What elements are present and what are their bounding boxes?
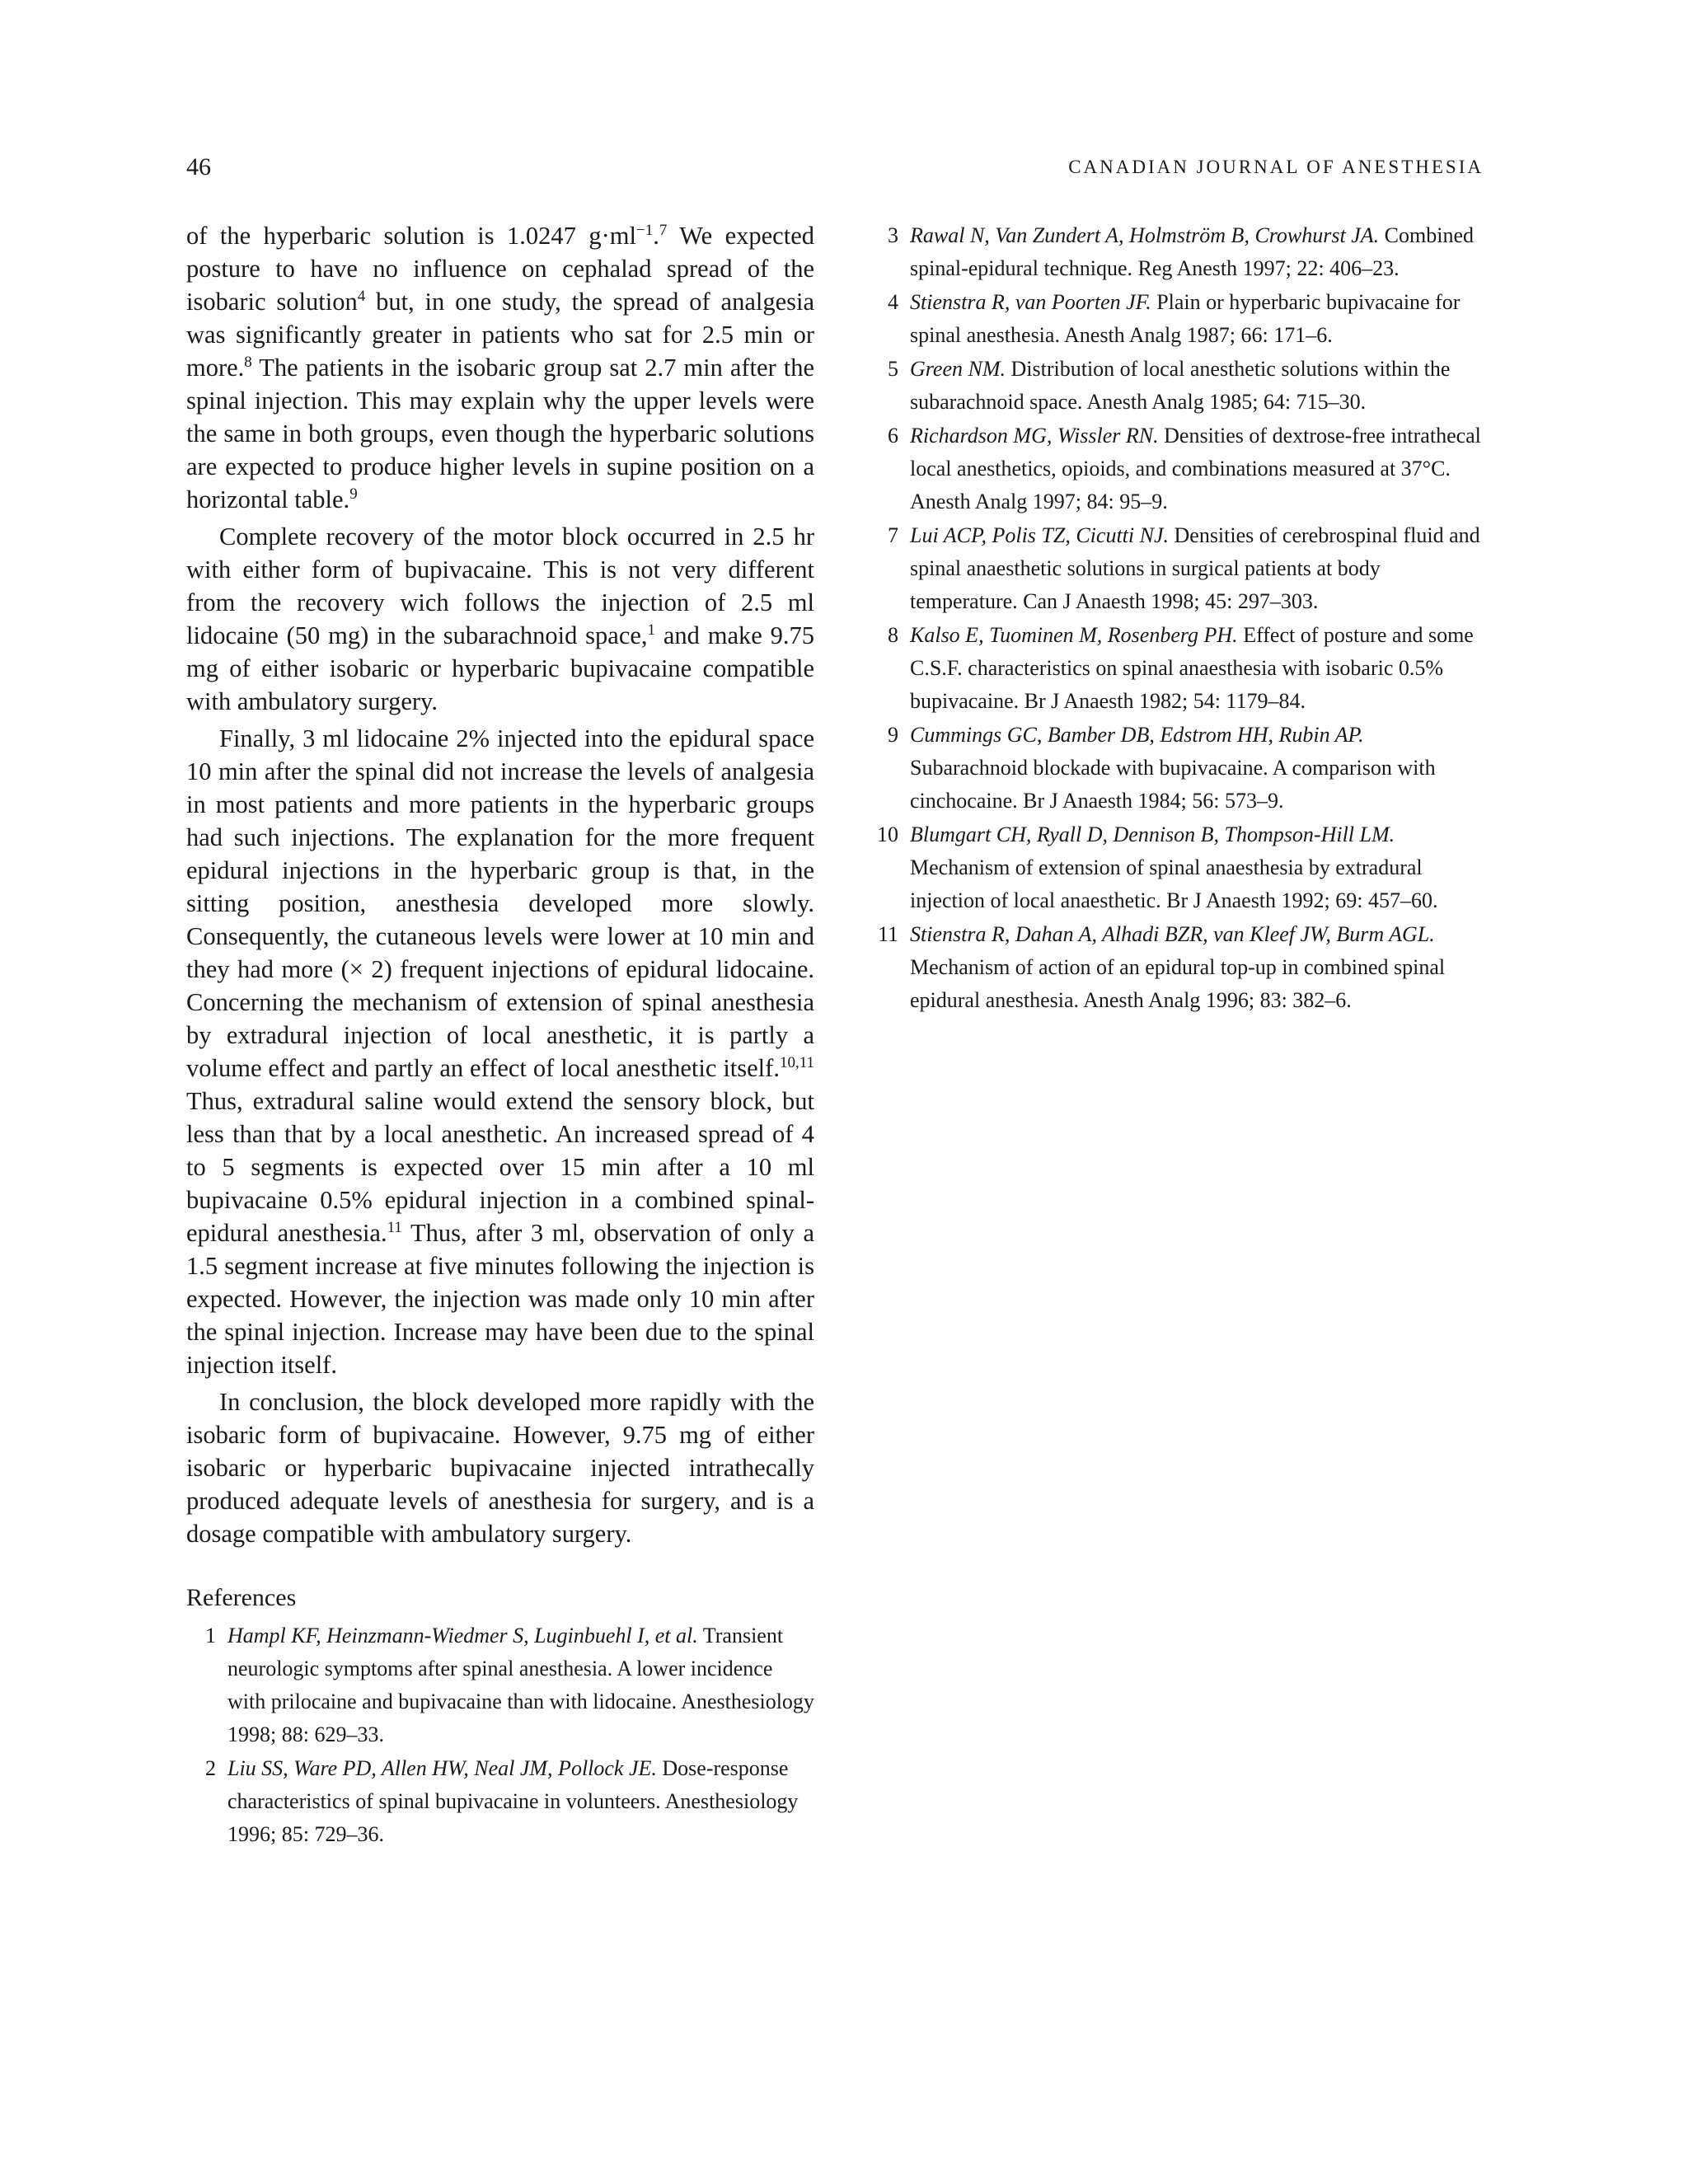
reference-number: 7	[888, 523, 898, 547]
citation-superscript: 10,11	[779, 1053, 814, 1071]
reference-number: 4	[888, 290, 898, 314]
body-paragraph-3	[186, 722, 814, 1381]
reference-item	[186, 1619, 814, 1751]
superscript: −1	[636, 221, 654, 239]
reference-list-right	[869, 219, 1485, 1017]
reference-body	[227, 1619, 814, 1751]
reference-number: 2	[205, 1756, 216, 1780]
reference-text: Mechanism of extension of spinal anaesthesia by extradural injection of local anaesthetic. Br J Anaesth 1992; 69: 457–60.	[910, 855, 1438, 912]
reference-item	[186, 1752, 814, 1851]
reference-item	[869, 818, 1485, 917]
reference-number: 1	[205, 1624, 216, 1647]
reference-body	[910, 918, 1485, 1017]
reference-authors: Cummings GC, Bamber DB, Edstrom HH, Rubin AP.	[910, 723, 1364, 747]
reference-body	[910, 286, 1485, 352]
reference-body	[910, 419, 1485, 518]
reference-text: Transient neurologic symptoms after spinal anesthesia. A lower incidence with prilocaine and bupivacaine than with lidocaine. Anesthesiology 1998; 88: 629–33.	[227, 1624, 814, 1746]
reference-number: 9	[888, 723, 898, 747]
reference-authors: Lui ACP, Polis TZ, Cicutti NJ.	[910, 523, 1169, 547]
citation-superscript: 8	[244, 353, 252, 371]
reference-body	[910, 719, 1485, 818]
reference-authors: Kalso E, Tuominen M, Rosenberg PH.	[910, 623, 1238, 647]
reference-authors: Stienstra R, van Poorten JF.	[910, 290, 1151, 314]
reference-text: Dose-response characteristics of spinal bupivacaine in volunteers. Anesthesiology 1996; 85: 729–36.	[227, 1756, 799, 1846]
reference-authors: Hampl KF, Heinzmann-Wiedmer S, Luginbuehl I, et al.	[227, 1624, 698, 1647]
reference-body	[910, 619, 1485, 718]
text-run: The patients in the isobaric group sat 2.7 min after the spinal injection. This may explain why the upper levels were the same in both groups, even though the hyperbaric solutions are expected to produce higher levels in supine position on a horizontal table.	[186, 354, 814, 513]
reference-item	[869, 419, 1485, 518]
reference-number: 11	[877, 922, 898, 946]
page-number: 46	[186, 153, 211, 180]
citation-superscript: 1	[647, 621, 656, 639]
reference-item	[869, 353, 1485, 419]
reference-text: Combined spinal-epidural technique. Reg Anesth 1997; 22: 406–23.	[910, 223, 1474, 280]
reference-list-left	[186, 1619, 814, 1851]
reference-item	[869, 719, 1485, 818]
reference-text: Mechanism of action of an epidural top-up in combined spinal epidural anesthesia. Anesth Analg 1996; 83: 382–6.	[910, 955, 1446, 1012]
text-run: .	[653, 222, 659, 250]
reference-body	[910, 519, 1485, 618]
text-run: but, in one study, the spread of analgesia was significantly greater in patients who sat for 2.5 min or more.	[186, 288, 814, 382]
references-heading: References	[186, 1584, 297, 1611]
text-run: Thus, after 3 ml, observation of only a 1.5 segment increase at five minutes following the injection is expected. However, the injection was made only 10 min after the spinal injection. Increase may have been due to the spinal injection itself.	[186, 1219, 814, 1379]
citation-superscript: 4	[357, 287, 366, 305]
reference-item	[869, 219, 1485, 285]
text-run: In conclusion, the block developed more rapidly with the isobaric form of bupivacaine. However, 9.75 mg of either isobaric or hyperbaric bupivacaine injected intrathecally produced adequate levels of anesthesia for surgery, and is a dosage compatible with ambulatory surgery.	[186, 1388, 814, 1548]
text-run: of the hyperbaric solution is 1.0247 g·ml	[186, 222, 636, 250]
reference-authors: Richardson MG, Wissler RN.	[910, 424, 1159, 448]
citation-superscript: 9	[349, 485, 358, 503]
reference-text: Subarachnoid blockade with bupivacaine. A comparison with cinchocaine. Br J Anaesth 1984; 56: 573–9.	[910, 756, 1436, 813]
reference-authors: Stienstra R, Dahan A, Alhadi BZR, van Kleef JW, Burm AGL.	[910, 922, 1435, 946]
reference-item	[869, 286, 1485, 352]
reference-body	[910, 353, 1485, 419]
body-paragraph-2	[186, 520, 814, 718]
reference-authors: Blumgart CH, Ryall D, Dennison B, Thompson-Hill LM.	[910, 823, 1395, 846]
citation-superscript: 11	[387, 1218, 402, 1236]
reference-text: Densities of dextrose-free intrathecal local anesthetics, opioids, and combinations measured at 37°C. Anesth Analg 1997; 84: 95–9.	[910, 424, 1481, 513]
body-paragraph-4	[186, 1385, 814, 1550]
reference-text: Plain or hyperbaric bupivacaine for spinal anesthesia. Anesth Analg 1987; 66: 171–6.	[910, 290, 1461, 347]
reference-number: 3	[888, 223, 898, 247]
reference-text: Densities of cerebrospinal fluid and spinal anaesthetic solutions in surgical patients at body temperature. Can J Anaesth 1998; 45: 297–303.	[910, 523, 1480, 613]
text-run: and make 9.75 mg of either isobaric or hyperbaric bupivacaine compatible with ambulatory surgery.	[186, 621, 814, 715]
right-column	[869, 219, 1485, 1017]
reference-item	[869, 918, 1485, 1017]
reference-number: 5	[888, 357, 898, 381]
reference-body	[227, 1752, 814, 1851]
body-paragraph-1	[186, 219, 814, 516]
reference-item	[869, 519, 1485, 618]
left-column	[186, 219, 814, 1851]
text-run: We expected posture to have no influence on cephalad spread of the isobaric solution	[186, 222, 814, 316]
reference-number: 6	[888, 424, 898, 448]
reference-authors: Liu SS, Ware PD, Allen HW, Neal JM, Pollock JE.	[227, 1756, 657, 1780]
reference-item	[869, 619, 1485, 718]
text-run: Finally, 3 ml lidocaine 2% injected into the epidural space 10 min after the spinal did not increase the levels of analgesia in most patients and more patients in the hyperbaric groups had such injections. The explanation for the more frequent epidural injections in the hyperbaric group is that, in the sitting position, anesthesia developed more slowly. Consequently, the cutaneous levels were lower at 10 min and they had more (× 2) frequent injections of epidural lidocaine. Concerning the mechanism of extension of spinal anesthesia by extradural injection of local anesthetic, it is partly a volume effect and partly an effect of local anesthetic itself.	[186, 724, 814, 1082]
text-run: Thus, extradural saline would extend the sensory block, but less than that by a local anesthetic. An increased spread of 4 to 5 segments is expected over 15 min after a 10 ml bupivacaine 0.5% epidural injection in a combined spinal-epidural anesthesia.	[186, 1087, 814, 1247]
reference-authors: Green NM.	[910, 357, 1006, 381]
reference-body	[910, 219, 1485, 285]
reference-number: 10	[877, 823, 898, 846]
reference-text: Effect of posture and some C.S.F. characteristics on spinal anaesthesia with isobaric 0.5% bupivacaine. Br J Anaesth 1982; 54: 1179–84.	[910, 623, 1474, 713]
citation-superscript: 7	[659, 221, 668, 239]
journal-running-head: CANADIAN JOURNAL OF ANESTHESIA	[1068, 157, 1484, 177]
reference-body	[910, 818, 1485, 917]
reference-number: 8	[888, 623, 898, 647]
reference-authors: Rawal N, Van Zundert A, Holmström B, Crowhurst JA.	[910, 223, 1380, 247]
reference-text: Distribution of local anesthetic solutions within the subarachnoid space. Anesth Analg 1985; 64: 715–30.	[910, 357, 1451, 414]
text-run: Complete recovery of the motor block occurred in 2.5 hr with either form of bupivacaine. This is not very different from the recovery wich follows the injection of 2.5 ml lidocaine (50 mg) in the subarachnoid space,	[186, 523, 814, 649]
